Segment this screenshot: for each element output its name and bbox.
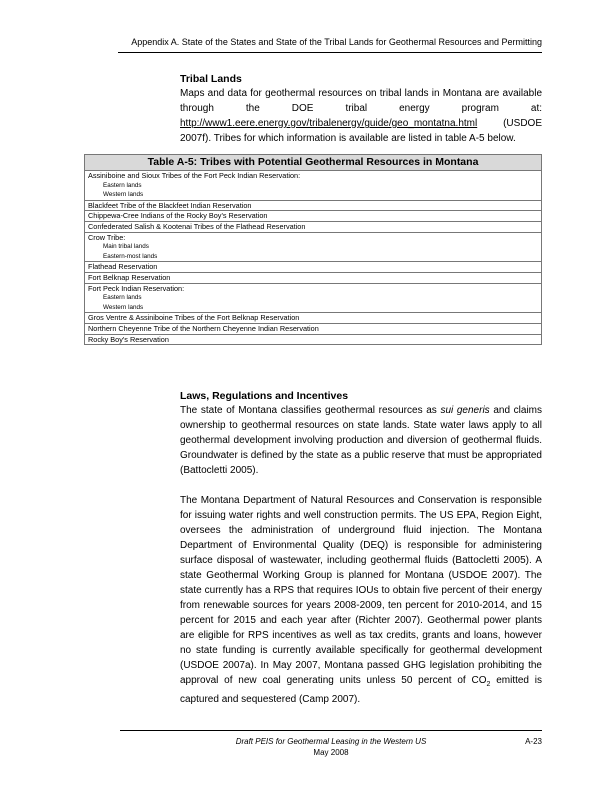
tribal-text-a: Maps and data for geothermal resources on tribal lands in Montana are available through the DOE tribal energy program at: [180, 88, 542, 114]
tribal-text-b: (USDOE 2007f). Tribes for which information is available are listed in table A-5 below. [180, 118, 542, 144]
tribe-sub-area: Main tribal lands [103, 243, 149, 251]
table-row [85, 272, 542, 283]
tribe-name: Chippewa-Cree Indians of the Rocky Boy's Reservation [88, 211, 268, 221]
table-row [85, 211, 542, 222]
tribe-name: Assiniboine and Sioux Tribes of the Fort Peck Indian Reservation: [88, 171, 301, 180]
page-footer [120, 730, 542, 758]
tribe-cell [85, 221, 542, 232]
co2-subscript: 2 [486, 681, 491, 688]
tribal-energy-link[interactable]: http://www1.eere.energy.gov/tribalenergy/guide/geo_montatna.html [180, 118, 478, 129]
tribe-name: Fort Belknap Reservation [88, 272, 171, 282]
tribe-name: Fort Peck Indian Reservation: [88, 283, 185, 293]
running-header: Appendix A. State of the States and State of the Tribal Lands for Geothermal Resources and Permitting [118, 37, 542, 53]
tribe-name: Gros Ventre & Assiniboine Tribes of the Fort Belknap Reservation [88, 313, 300, 323]
tribe-cell [85, 313, 542, 324]
tribal-lands-section [180, 72, 542, 146]
table-row [85, 232, 542, 262]
table-row [85, 171, 542, 201]
tribe-name: Rocky Boy's Reservation [88, 334, 169, 344]
page-number: A-23 [525, 737, 542, 746]
laws-heading: Laws, Regulations and Incentives [180, 390, 349, 402]
laws-section [180, 389, 542, 707]
tribal-lands-heading: Tribal Lands [180, 73, 242, 85]
tribes-table [84, 154, 542, 345]
table-title: Table A-5: Tribes with Potential Geothermal Resources in Montana [85, 155, 542, 171]
tribe-sub-area: Western lands [103, 303, 144, 311]
tribal-lands-paragraph [180, 86, 542, 146]
tribe-sub-area: Eastern-most lands [103, 252, 158, 260]
tribe-sub-area: Western lands [103, 191, 144, 199]
laws-p1-a: The state of Montana classifies geothermal resources as [180, 405, 437, 416]
table-row [85, 313, 542, 324]
laws-paragraph-2 [180, 493, 542, 707]
tribe-cell [85, 211, 542, 222]
table-row [85, 221, 542, 232]
table-row [85, 323, 542, 334]
tribe-cell [85, 323, 542, 334]
table-row [85, 334, 542, 345]
sui-generis-term: sui generis [440, 405, 490, 416]
laws-paragraph-1 [180, 403, 542, 478]
footer-date: May 2008 [313, 748, 349, 757]
tribe-cell [85, 262, 542, 273]
table-row [85, 283, 542, 313]
table-row [85, 200, 542, 211]
tribe-name: Flathead Reservation [88, 262, 158, 272]
table-row [85, 262, 542, 273]
tribe-cell [85, 334, 542, 345]
tribe-name: Crow Tribe: [88, 232, 126, 242]
tribe-cell [85, 283, 542, 313]
laws-p2-a: The Montana Department of Natural Resources and Conservation is responsible for issuing water rights and well construction permits. The US EPA, Region Eight, oversees the administration of underground fluid injection. The Montana Department of Environmental Quality (DEQ) is responsible for administering surface disposal of wastewater, including geothermal fluids (Battocletti 2005). A state Geothermal Working Group is planned for Montana (USDOE 2007). The state currently has a RPS that requires IOUs to obtain five percent of their energy from renewable sources for years 2008-2009, ten percent for 2010-2014, and 15 percent for 2015 and each year after (Richter 2007). Geothermal power plants are eligible for RPS incentives as well as tax credits, grants and loans, however no state funding is currently available specifically for geothermal development (USDOE 2007a). In May 2007, Montana passed GHG legislation prohibiting the approval of new coal generating units unless 50 percent of CO [180, 495, 542, 686]
tribe-cell [85, 171, 542, 201]
laws-p1-b: and claims ownership to geothermal resources on state lands. State water laws apply to all geothermal development involving production and diversion of geothermal fluids. Groundwater is defined by the state as a public reserve that must be appropriated (Battocletti 2005). [180, 405, 542, 476]
tribe-sub-area: Eastern lands [103, 294, 142, 302]
tribe-name: Confederated Salish & Kootenai Tribes of the Flathead Reservation [88, 221, 306, 231]
tribe-cell [85, 272, 542, 283]
tribe-name: Blackfeet Tribe of the Blackfeet Indian Reservation [88, 200, 252, 210]
footer-title: Draft PEIS for Geothermal Leasing in the Western US [235, 737, 427, 746]
tribe-sub-area: Eastern lands [103, 181, 142, 189]
tribe-name: Northern Cheyenne Tribe of the Northern Cheyenne Indian Reservation [88, 323, 319, 333]
tribe-cell [85, 200, 542, 211]
tribe-cell [85, 232, 542, 262]
laws-p2-b: emitted is captured and sequestered (Camp 2007). [180, 675, 543, 705]
